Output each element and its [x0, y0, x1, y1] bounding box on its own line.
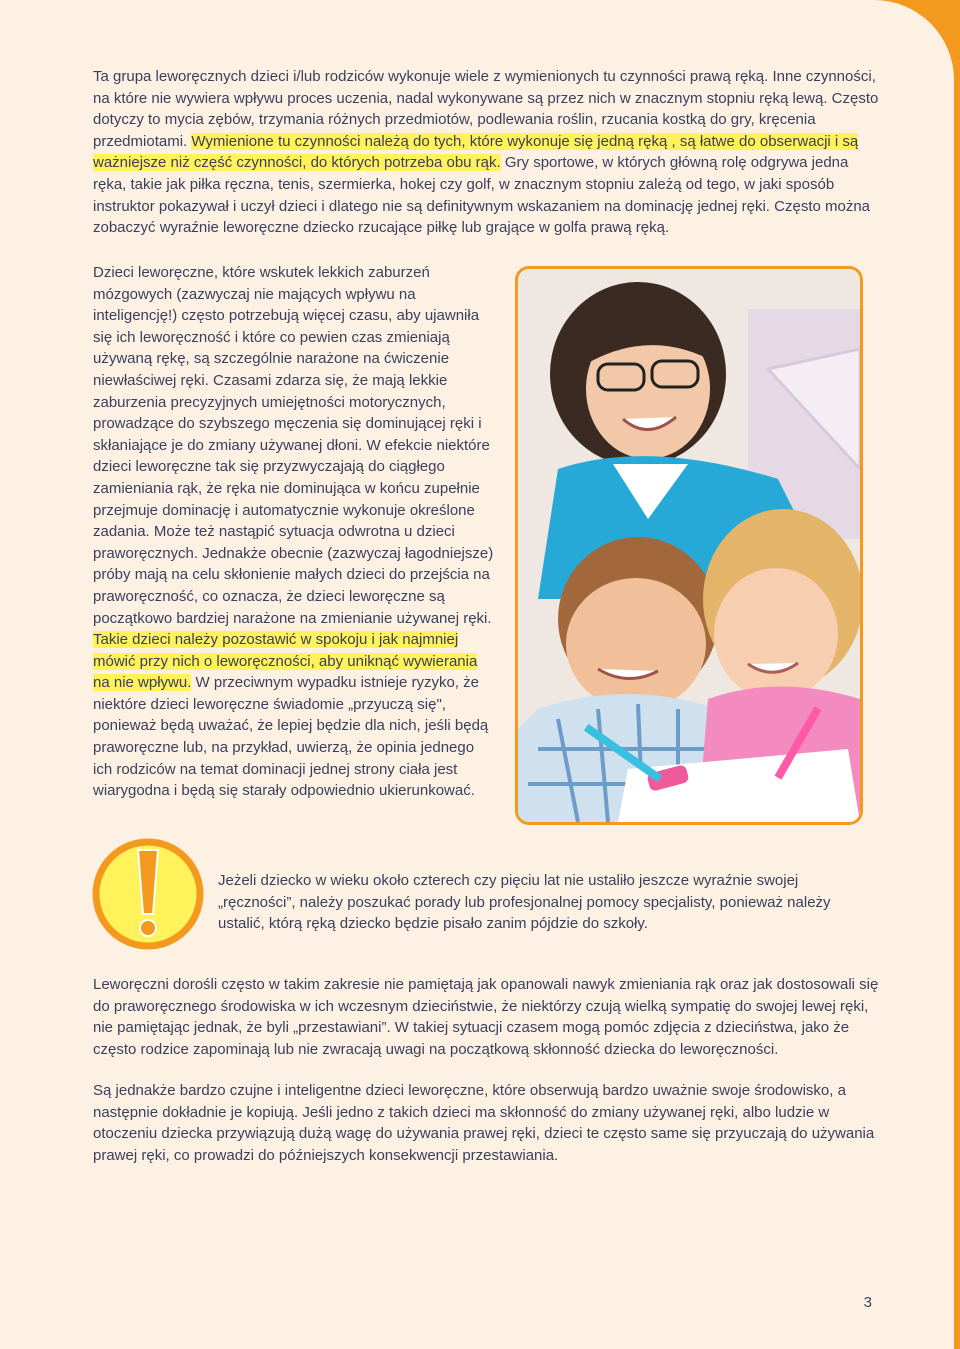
photo-illustration — [518, 269, 860, 822]
paragraph-1-text-b: Gry sportowe, w których główną rolę odgrywa jedna ręka, takie jak piłka ręczna, tenis, szermierka, hokej czy golf, w znacznym stopniu zależą od tego, w jaki sposób instruktor pokazywał i uczył dzieci i dlatego nie są definitywnym wskazaniem na dominację jednej ręki. Często można zobaczyć wyraźnie leworęczne dziecko rzucające piłkę lub grające w golfa prawą ręką. — [93, 154, 871, 237]
paragraph-4: Są jednakże bardzo czujne i inteligentne dzieci leworęczne, które obserwują bardzo uważnie swoje środowisko, a następnie dokładnie je kopiują. Jeśli jedno z takich dzieci ma skłonność do zmiany używanej ręki, albo ludzie w otoczeniu dziecka przywiązują dużą wagę do używania prawej ręki, dzieci te często same się przyuczają do używania prawej ręki, co prowadzi do późniejszych konsekwencji przestawiania. — [93, 1082, 875, 1164]
page-number: 3 — [863, 1294, 872, 1311]
exclamation-warning-icon — [92, 838, 204, 950]
paragraph-2 — [93, 262, 495, 802]
paragraph-2-text-a: Dzieci leworęczne, które wskutek lekkich zaburzeń mózgowych (zazwyczaj nie mających wpływu na inteligencję!) często potrzebują więcej czasu, aby ujawniła się ich leworęczność i które co pewien czas zmieniają używaną rękę, są szczególnie narażone na ćwiczenie niewłaściwej ręki. Czasami zdarza się, że mają lekkie zaburzenia precyzyjnych umiejętności motorycznych, prowadzące do szybszego męczenia się dominującej ręki i skłaniające je do zmiany używanej dłoni. W efekcie niektóre dzieci leworęczne tak się przyzwyczajają do ciągłego zamieniania rąk, że ręka nie dominująca w końcu zupełnie przejmuje dominację i automatycznie wykonuje określone zadania. Może też nastąpić sytuacja odwrotna u dzieci praworęcznych. Jednakże obecnie (zazwyczaj łagodniejsze) próby mają na celu skłonienie małych dzieci do przejścia na praworęczność, co oznacza, że dzieci leworęczne są początkowo bardziej narażone na zmienianie używanej ręki. — [93, 264, 494, 627]
paragraph-1 — [93, 66, 883, 239]
paragraph-2-text-b: W przeciwnym wypadku istnieje ryzyko, że niektóre dzieci leworęczne świadomie „przyuczą się", ponieważ będą uważać, że lepiej będzie dla nich, jeśli będą praworęczne lub, na przykład, uwierzą, że opinia jednego ich rodziców na temat dominacji jednej strony ciała jest wiarygodna i będą się starały odpowiednio ukierunkować. — [93, 674, 489, 800]
paragraph-1-highlight: Wymienione tu czynności należą do tych, które wykonuje się jedną ręką , są łatwe do obserwacji i są ważniejsze niż część czynności, do których potrzeba obu rąk. — [93, 132, 859, 172]
warning-text: Jeżeli dziecko w wieku około czterech czy pięciu lat nie ustaliło jeszcze wyraźnie swojej „ręczności”, należy poszukać porady lub profesjonalnej pomocy specjalisty, ponieważ należy ustalić, którą ręką dziecko będzie pisało zanim pójdzie do szkoły. — [218, 872, 831, 933]
paragraph-1-text-a: Ta grupa leworęcznych dzieci i/lub rodziców wykonuje wiele z wymienionych tu czynności prawą ręką. Inne czynności, na które nie wywiera wpływu proces uczenia, nadal wykonywane są przez nich w znacznym stopniu ręką lewą. Często dotyczy to mycia zębów, trzymania różnych przedmiotów, podlewania roślin, rzucania kostką do gry, kręcenia przedmiotami. — [93, 68, 879, 150]
paragraph-3: Leworęczni dorośli często w takim zakresie nie pamiętają jak opanowali nawyk zmieniania rąk oraz jak dostosowali się do praworęcznego środowiska w ich wczesnym dzieciństwie, że niektórzy czują wielką sympatię do swojej lewej ręki, nie pamiętając jednak, że byli „przestawiani”. W takiej sytuacji czasem mogą pomóc zdjęcia z dzieciństwa, jako że często rodzice zapominają lub nie zwracają uwagi na początkową skłonność dziecka do leworęczności. — [93, 976, 879, 1058]
teacher-with-children-photo — [515, 266, 863, 825]
paragraph-2-highlight: Takie dzieci należy pozostawić w spokoju i jak najmniej mówić przy nich o leworęczności, aby uniknąć wywierania na nie wpływu. — [93, 631, 478, 692]
